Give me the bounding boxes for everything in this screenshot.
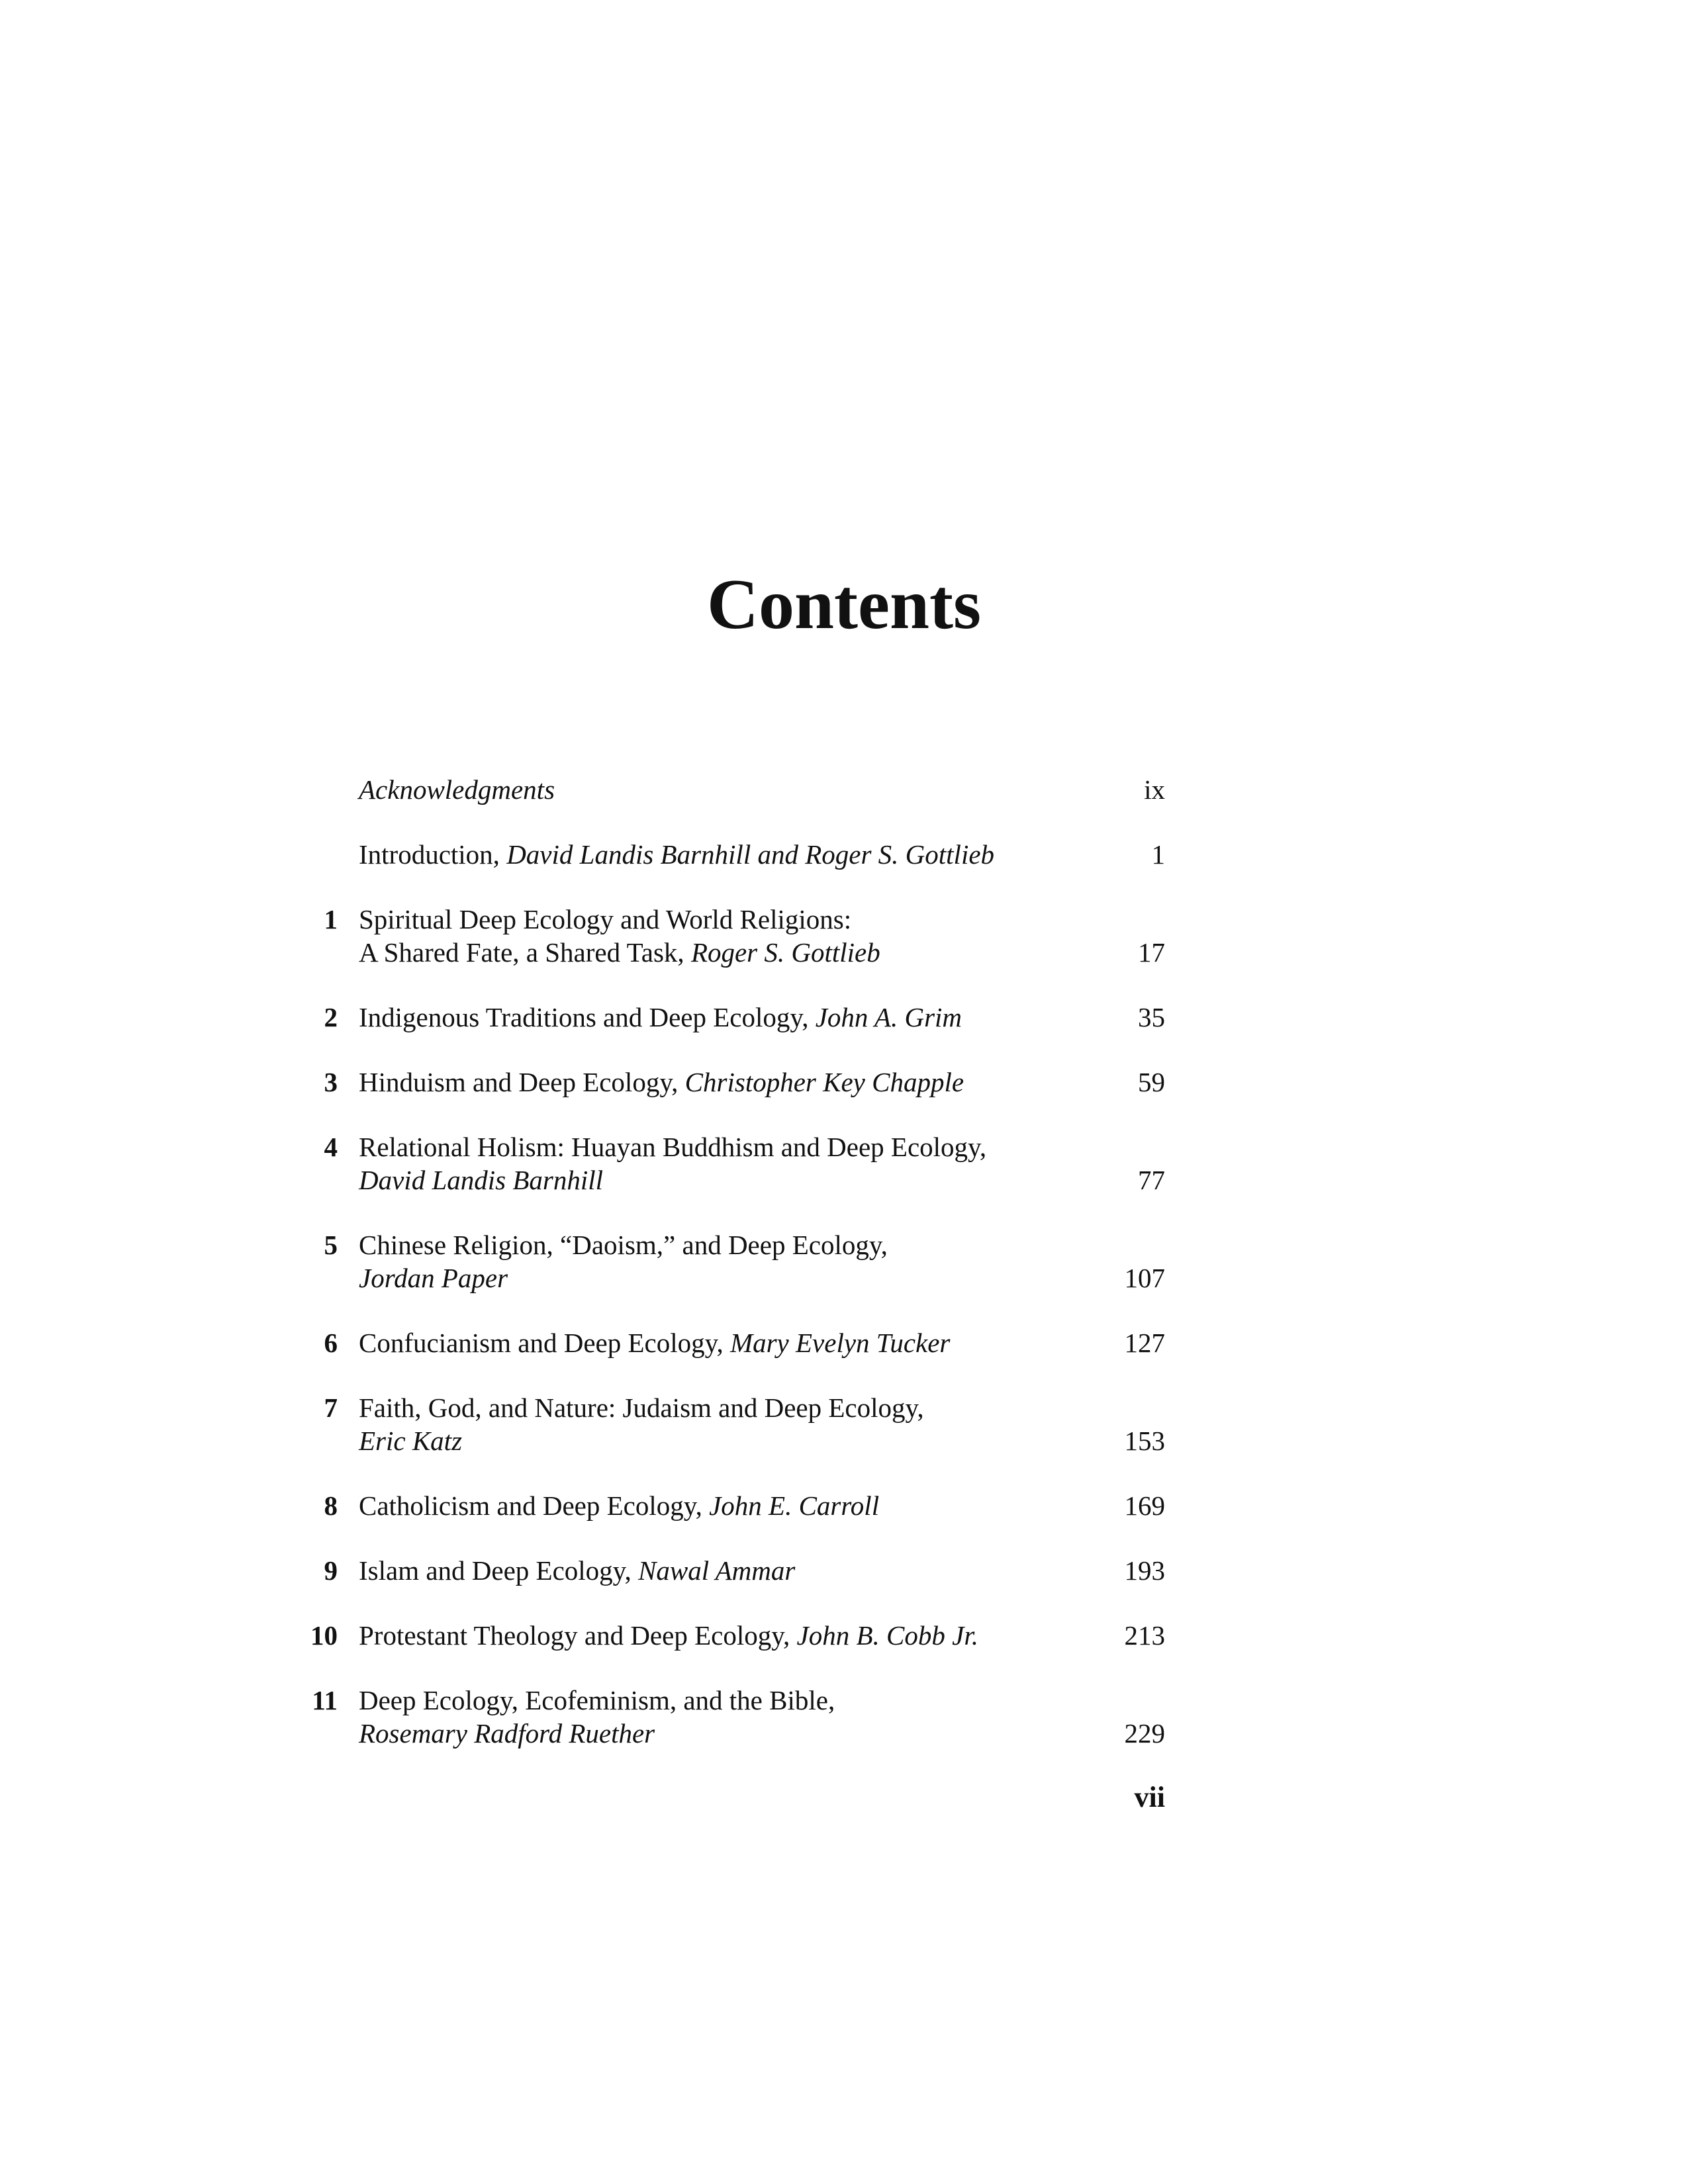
entry-author: Nawal Ammar — [638, 1555, 796, 1586]
entry-title — [338, 1684, 1066, 1750]
entry-author: Roger S. Gottlieb — [690, 937, 880, 968]
toc-entry-chapter-4[interactable] — [291, 1130, 1165, 1197]
toc-entry-chapter-2[interactable] — [291, 1001, 1165, 1034]
toc-entry-acknowledgments[interactable] — [291, 773, 1165, 806]
entry-title — [338, 1228, 1066, 1295]
chapter-number: 6 — [324, 1328, 338, 1358]
page-number: 107 — [1124, 1263, 1165, 1293]
toc-entry-chapter-11[interactable] — [291, 1684, 1165, 1750]
page-number: 35 — [1138, 1002, 1165, 1032]
chapter-number: 11 — [312, 1685, 338, 1715]
toc-entry-chapter-8[interactable] — [291, 1489, 1165, 1522]
entry-title-text: Chinese Religion, “Daoism,” and Deep Ecology, — [359, 1230, 888, 1260]
entry-title-text: Confucianism and Deep Ecology, — [359, 1328, 730, 1358]
page-number: ix — [1144, 774, 1165, 805]
page-number: 1 — [1151, 839, 1165, 870]
page-number: 169 — [1124, 1490, 1165, 1521]
entry-title — [338, 838, 1066, 871]
page-number: 77 — [1138, 1165, 1165, 1195]
page-number: 229 — [1124, 1718, 1165, 1749]
chapter-number: 7 — [324, 1392, 338, 1423]
entry-title-text: Introduction, — [359, 839, 507, 870]
entry-title — [338, 1489, 1066, 1522]
entry-title-text: Indigenous Traditions and Deep Ecology, — [359, 1002, 816, 1032]
toc-entry-chapter-6[interactable] — [291, 1326, 1165, 1359]
entry-title-text: Catholicism and Deep Ecology, — [359, 1490, 710, 1521]
page-number: 213 — [1124, 1620, 1165, 1651]
page-title: Contents — [706, 565, 982, 644]
folio-page-number: vii — [1134, 1781, 1165, 1813]
chapter-number: 9 — [324, 1555, 338, 1586]
entry-author: John E. Carroll — [709, 1490, 880, 1521]
chapter-number: 3 — [324, 1067, 338, 1097]
entry-title — [338, 1391, 1066, 1457]
chapter-number: 1 — [324, 904, 338, 934]
entry-author: David Landis Barnhill — [359, 1165, 604, 1195]
toc-entry-introduction[interactable] — [291, 838, 1165, 871]
entry-author: John A. Grim — [815, 1002, 962, 1032]
entry-title-text: Spiritual Deep Ecology and World Religions: — [359, 904, 852, 934]
entry-author: Christopher Key Chapple — [684, 1067, 964, 1097]
entry-author: David Landis Barnhill and Roger S. Gottlieb — [506, 839, 995, 870]
chapter-number: 2 — [324, 1002, 338, 1032]
entry-title — [338, 1001, 1066, 1034]
entry-title-text: Hinduism and Deep Ecology, — [359, 1067, 685, 1097]
entry-title-text: Deep Ecology, Ecofeminism, and the Bible, — [359, 1685, 835, 1715]
entry-title — [338, 1619, 1066, 1652]
entry-title — [338, 1130, 1066, 1197]
table-of-contents — [291, 773, 1165, 1782]
page-number: 127 — [1124, 1328, 1165, 1358]
page-number: 193 — [1124, 1555, 1165, 1586]
entry-title-text: Protestant Theology and Deep Ecology, — [359, 1620, 797, 1651]
entry-author: Rosemary Radford Ruether — [359, 1718, 655, 1749]
entry-title-text: Relational Holism: Huayan Buddhism and Deep Ecology, — [359, 1132, 987, 1162]
entry-title — [338, 1326, 1066, 1359]
toc-entry-chapter-7[interactable] — [291, 1391, 1165, 1457]
entry-subtitle-text: A Shared Fate, a Shared Task, — [359, 937, 691, 968]
entry-title-text: Faith, God, and Nature: Judaism and Deep Ecology, — [359, 1392, 924, 1423]
toc-entry-chapter-1[interactable] — [291, 903, 1165, 969]
entry-title-italic: Acknowledgments — [359, 774, 555, 805]
entry-author: Eric Katz — [359, 1426, 463, 1456]
page-number: 59 — [1138, 1067, 1165, 1097]
toc-entry-chapter-9[interactable] — [291, 1554, 1165, 1587]
entry-author: John B. Cobb Jr. — [796, 1620, 978, 1651]
entry-title-text: Islam and Deep Ecology, — [359, 1555, 639, 1586]
toc-entry-chapter-5[interactable] — [291, 1228, 1165, 1295]
toc-entry-chapter-10[interactable] — [291, 1619, 1165, 1652]
chapter-number: 4 — [324, 1132, 338, 1162]
entry-author: Jordan Paper — [359, 1263, 508, 1293]
entry-title — [338, 1554, 1066, 1587]
page-number: 153 — [1124, 1426, 1165, 1456]
page-number: 17 — [1138, 937, 1165, 968]
toc-entry-chapter-3[interactable] — [291, 1066, 1165, 1099]
chapter-number: 5 — [324, 1230, 338, 1260]
entry-title — [338, 903, 1066, 969]
entry-title — [338, 773, 1066, 806]
entry-author: Mary Evelyn Tucker — [729, 1328, 951, 1358]
chapter-number: 10 — [310, 1620, 338, 1651]
entry-title — [338, 1066, 1066, 1099]
chapter-number: 8 — [324, 1490, 338, 1521]
